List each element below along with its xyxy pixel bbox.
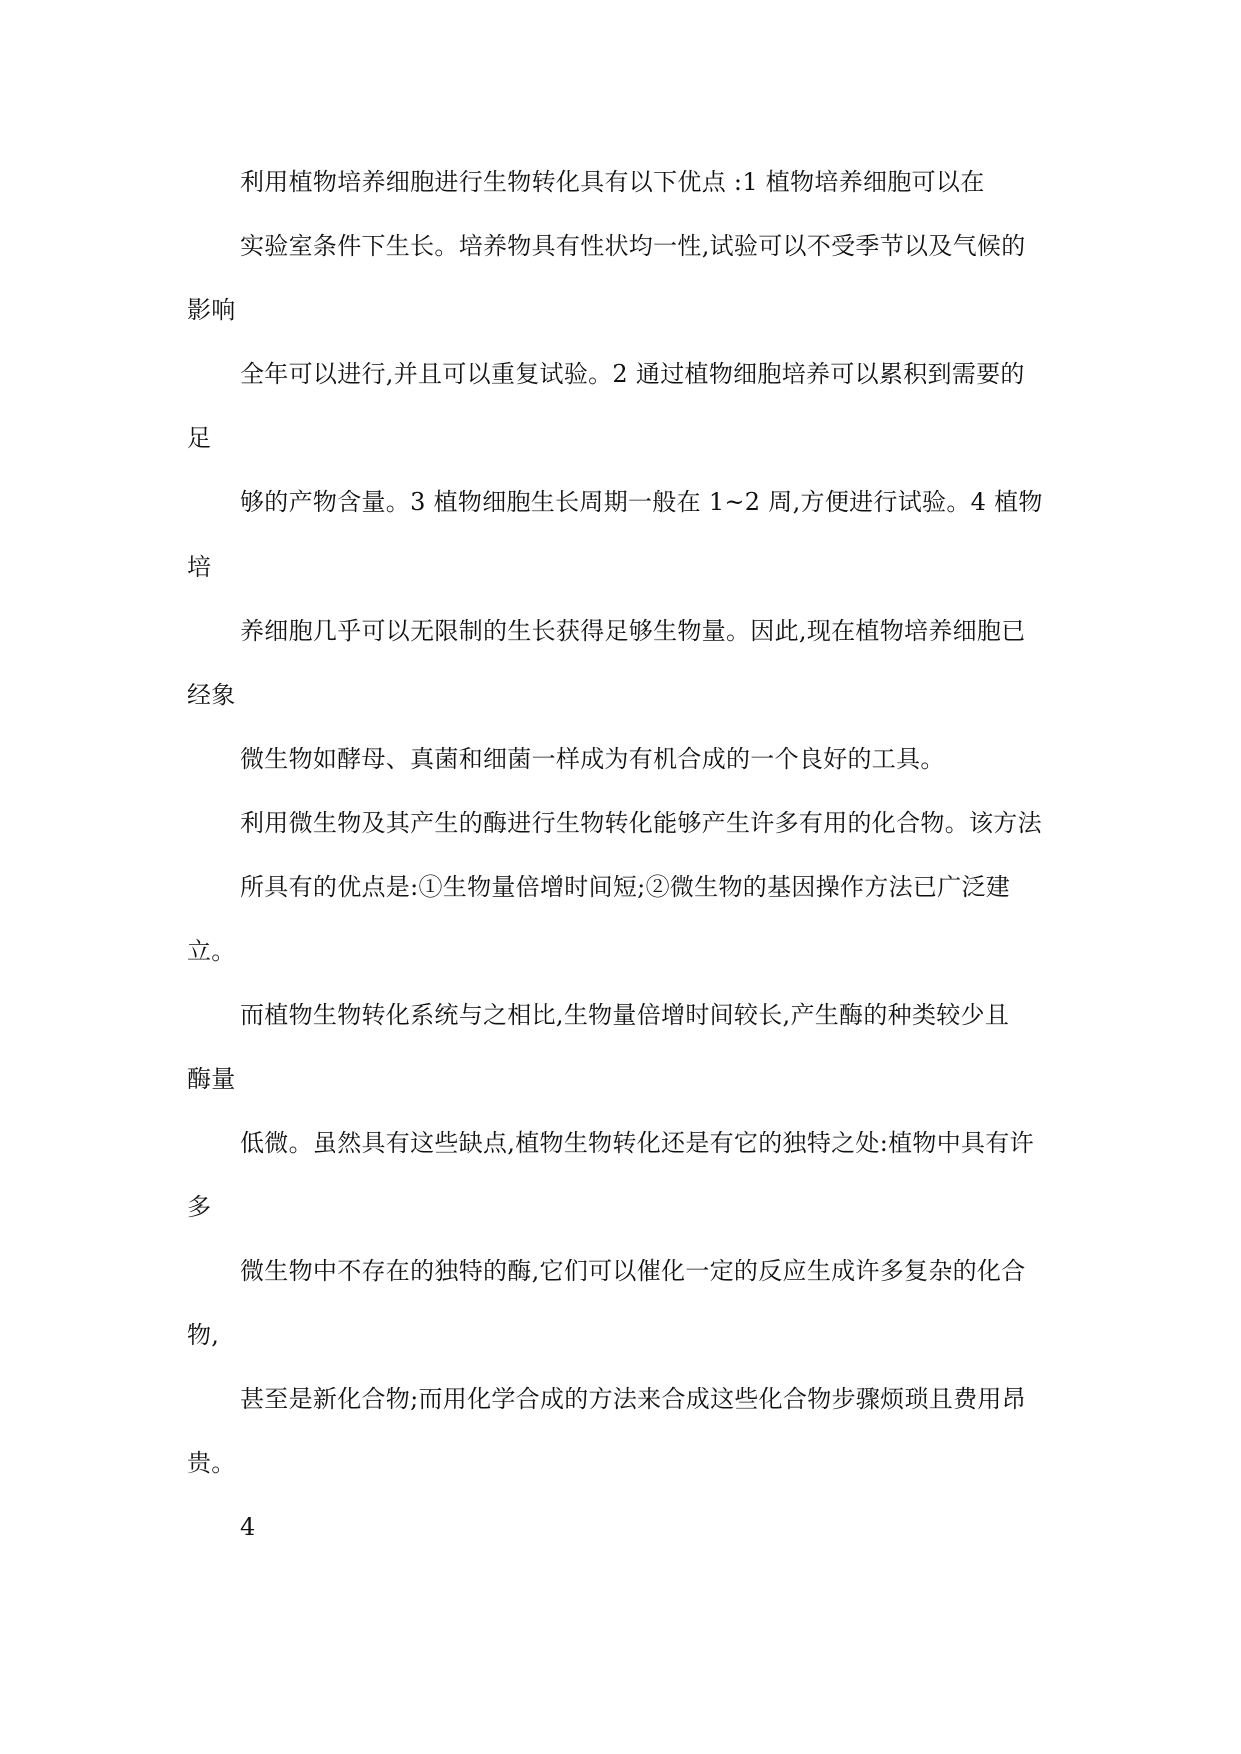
text-line: 利用植物培养细胞进行生物转化具有以下优点 :1 植物培养细胞可以在 [240, 168, 985, 196]
page-number: 4 [240, 1513, 256, 1541]
text-line: 而植物生物转化系统与之相比,生物量倍增时间较长,产生酶的种类较少且 [240, 1001, 1010, 1029]
text-line: 够的产物含量。3 植物细胞生长周期一般在 1~2 周,方便进行试验。4 植物 [240, 488, 1043, 516]
text-line: 贵。 [187, 1449, 236, 1477]
text-line: 所具有的优点是:①生物量倍增时间短;②微生物的基因操作方法已广泛建 [240, 873, 1011, 901]
text-line: 全年可以进行,并且可以重复试验。2 通过植物细胞培养可以累积到需要的 [240, 360, 1025, 388]
text-line: 养细胞几乎可以无限制的生长获得足够生物量。因此,现在植物培养细胞已 [240, 617, 1026, 645]
text-line: 立。 [187, 937, 236, 965]
text-line: 微生物如酵母、真菌和细菌一样成为有机合成的一个良好的工具。 [240, 745, 945, 773]
text-line: 足 [187, 424, 212, 452]
text-line: 实验室条件下生长。培养物具有性状均一性,试验可以不受季节以及气候的 [240, 232, 1026, 260]
text-line: 利用微生物及其产生的酶进行生物转化能够产生许多有用的化合物。该方法 [240, 809, 1042, 837]
text-line: 甚至是新化合物;而用化学合成的方法来合成这些化合物步骤烦琐且费用昂 [240, 1385, 1026, 1413]
text-line: 低微。虽然具有这些缺点,植物生物转化还是有它的独特之处:植物中具有许 [240, 1129, 1034, 1157]
text-line: 经象 [187, 681, 236, 709]
text-line: 多 [187, 1193, 212, 1221]
text-line: 酶量 [187, 1065, 236, 1093]
text-line: 微生物中不存在的独特的酶,它们可以催化一定的反应生成许多复杂的化合 [240, 1257, 1026, 1285]
text-line: 培 [187, 553, 212, 581]
text-line: 影响 [187, 296, 236, 324]
text-line: 物, [187, 1321, 220, 1349]
